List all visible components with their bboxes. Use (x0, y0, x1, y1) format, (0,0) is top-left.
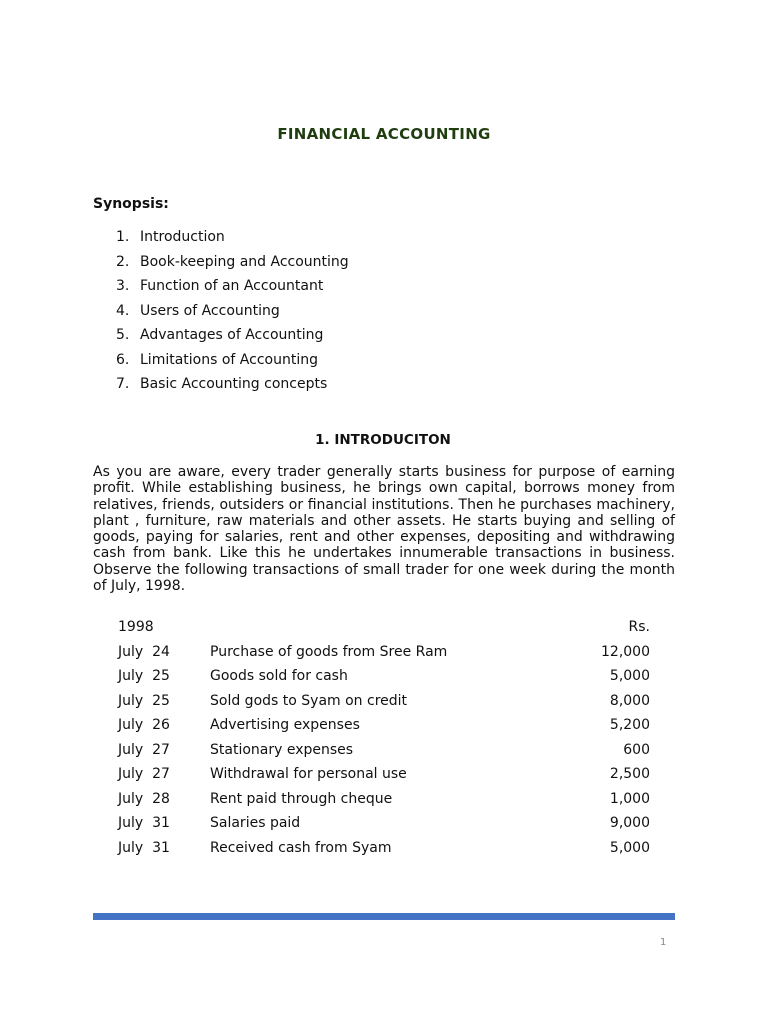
intro-paragraph: As you are aware, every trader generally starts business for purpose of earning profit. While establishing business, he brings own capital, borrows money from relatives, friends, outsiders or financial institutions. Then he purchases machinery, plant , furniture, raw materials and other assets. He starts buying and selling of goods, paying for salaries, rent and other expenses, depositing and withdrawing cash from bank. Like this he undertakes innumerable transactions in business. Observe the following transactions of small trader for one week during the month of July, 1998. (93, 464, 675, 595)
synopsis-item-label: Advantages of Accounting (140, 327, 324, 343)
synopsis-item (116, 302, 349, 327)
synopsis-item-number: 5. (116, 327, 130, 343)
document-title: FINANCIAL ACCOUNTING (277, 125, 491, 143)
synopsis-item-label: Book-keeping and Accounting (140, 253, 349, 270)
table-row (118, 716, 650, 741)
txn-description: Rent paid through cheque (210, 790, 393, 807)
txn-date: July 28 (118, 790, 170, 807)
txn-amount: 8,000 (609, 692, 650, 709)
txn-amount: 5,000 (609, 839, 650, 856)
txn-amount: 600 (623, 741, 650, 758)
txn-date: July 26 (118, 717, 170, 733)
table-row (118, 643, 650, 668)
txn-description: Purchase of goods from Sree Ram (210, 643, 448, 660)
synopsis-item-number: 3. (116, 278, 130, 294)
synopsis-item-label: Introduction (140, 229, 225, 245)
footer-rule (93, 913, 675, 920)
synopsis-item (116, 375, 349, 400)
table-row (118, 814, 650, 839)
synopsis-item-number: 6. (116, 351, 130, 368)
txn-description: Sold gods to Syam on credit (210, 692, 408, 709)
txn-date: July 27 (118, 741, 170, 758)
txn-description: Received cash from Syam (210, 839, 392, 856)
synopsis-item (116, 228, 349, 253)
synopsis-list (116, 228, 349, 400)
txn-description: Salaries paid (210, 815, 301, 831)
txn-description: Advertising expenses (210, 717, 360, 733)
txn-date: July 31 (118, 839, 170, 856)
synopsis-item-label: Users of Accounting (140, 302, 280, 319)
synopsis-label: Synopsis: (93, 196, 169, 212)
synopsis-item (116, 277, 349, 302)
txn-date: July 24 (118, 643, 170, 660)
txn-date: July 27 (118, 766, 170, 782)
table-row (118, 667, 650, 692)
synopsis-item-number: 7. (116, 376, 130, 392)
table-row (118, 790, 650, 815)
synopsis-item-number: 1. (116, 229, 130, 245)
synopsis-item-number: 2. (116, 253, 130, 270)
table-row (118, 839, 650, 864)
txn-date: July 31 (118, 815, 170, 831)
year-header: 1998 (118, 619, 154, 635)
transactions-header-row (118, 618, 650, 643)
synopsis-item (116, 326, 349, 351)
amount-header: Rs. (628, 619, 650, 635)
txn-description: Stationary expenses (210, 741, 354, 758)
txn-date: July 25 (118, 692, 170, 709)
section-heading (0, 432, 768, 448)
table-row (118, 741, 650, 766)
txn-date: July 25 (118, 668, 170, 684)
txn-amount: 5,200 (609, 717, 650, 733)
page-number: 1 (660, 937, 667, 948)
txn-amount: 12,000 (601, 643, 650, 660)
table-row (118, 765, 650, 790)
txn-amount: 9,000 (609, 815, 650, 831)
section-heading-text: 1. INTRODUCITON (315, 432, 451, 448)
txn-amount: 2,500 (609, 766, 650, 782)
synopsis-item-label: Basic Accounting concepts (140, 376, 328, 392)
txn-amount: 5,000 (609, 668, 650, 684)
synopsis-item (116, 253, 349, 278)
txn-description: Goods sold for cash (210, 668, 348, 684)
txn-amount: 1,000 (609, 790, 650, 807)
synopsis-item-label: Limitations of Accounting (140, 351, 318, 368)
transactions-table (118, 618, 650, 863)
synopsis-item (116, 351, 349, 376)
synopsis-item-number: 4. (116, 302, 130, 319)
table-row (118, 692, 650, 717)
synopsis-item-label: Function of an Accountant (140, 278, 324, 294)
txn-description: Withdrawal for personal use (210, 766, 407, 782)
